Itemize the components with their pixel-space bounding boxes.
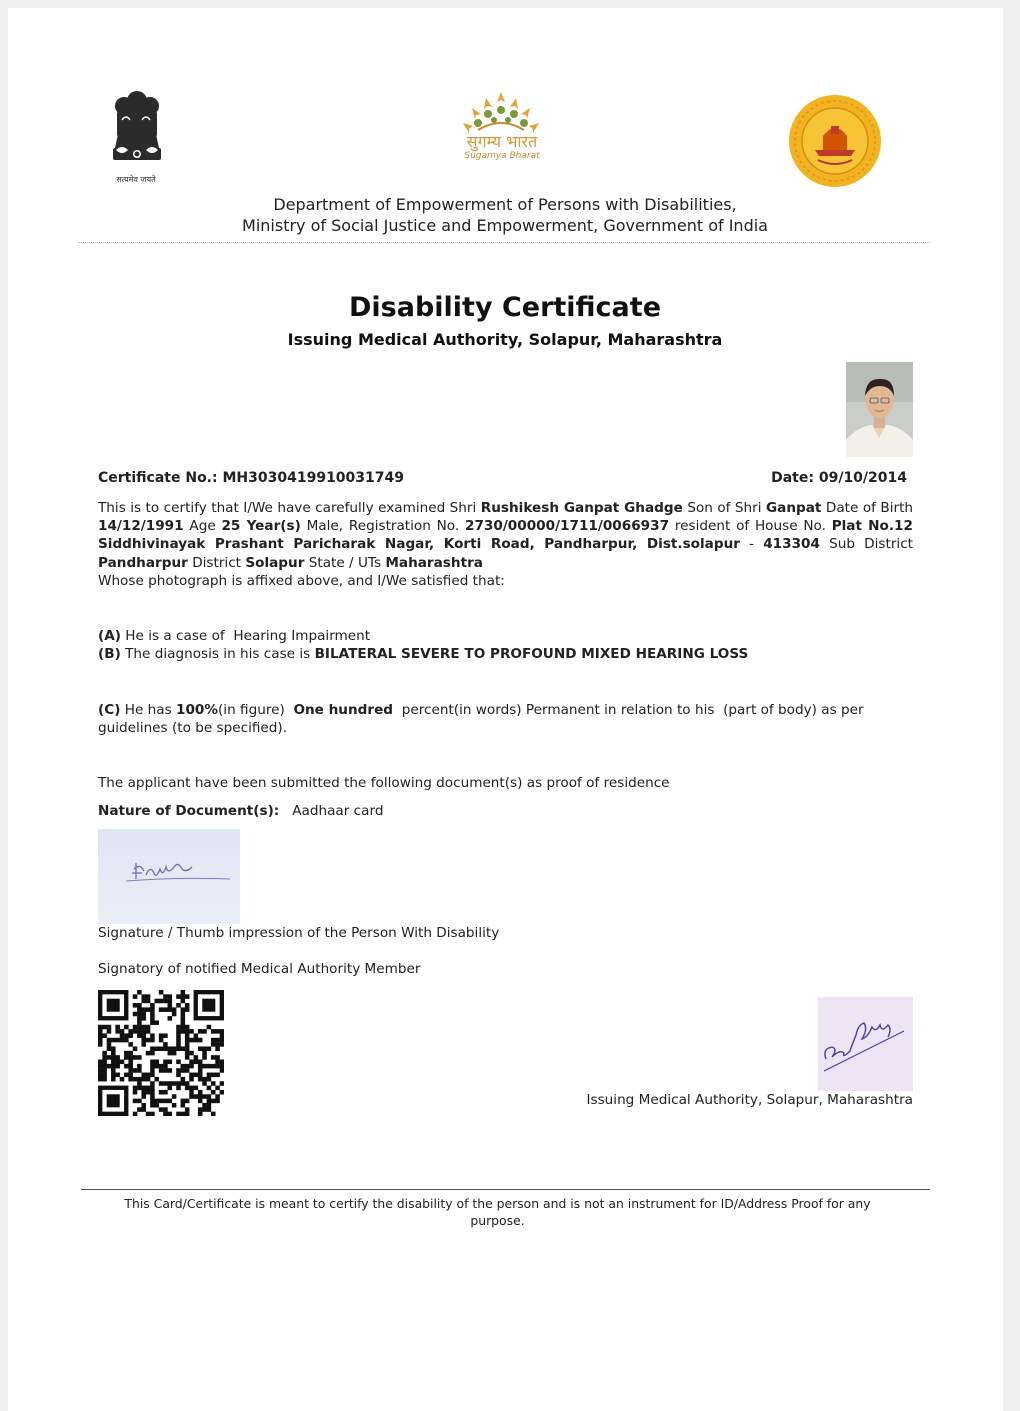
item-c-label: (C) — [98, 702, 121, 718]
father-name: Ganpat — [765, 500, 822, 516]
district: Solapur — [245, 554, 305, 571]
certificate-title: Disability Certificate — [348, 292, 662, 323]
nature-of-document-label: Nature of Document(s): — [98, 803, 280, 819]
pin-code: 413304 — [763, 536, 820, 553]
item-c-text: He has — [124, 702, 172, 718]
center-logo-text: सुगम्य भारत — [466, 132, 538, 151]
certificate-number-label: Certificate No.: — [98, 470, 218, 486]
center-logo-subtext: Sugamya Bharat — [464, 151, 540, 161]
item-b-label: (B) — [98, 646, 121, 662]
certificate-number — [98, 470, 404, 486]
certificate-subtitle: Issuing Medical Authority, Solapur, Maharashtra — [287, 330, 723, 349]
qr-code — [98, 990, 224, 1116]
disability-percent: 100% — [176, 702, 218, 718]
applicant-age: 25 Year(s) — [221, 518, 301, 535]
state: Maharashtra — [385, 554, 483, 571]
department-line-2: Ministry of Social Justice and Empowerment, Government of India — [242, 216, 768, 235]
item-b — [98, 645, 748, 663]
applicant-photo — [846, 362, 913, 457]
applicant-name: Rushikesh Ganpat Ghadge — [480, 500, 683, 516]
sub-district: Pandharpur — [98, 554, 188, 571]
certify-text: Date of Birth — [825, 500, 914, 516]
item-b-text: The diagnosis in his case is — [125, 646, 311, 662]
certify-text: District — [192, 554, 242, 571]
disability-type: Hearing Impairment — [233, 628, 371, 644]
footer-divider — [81, 1189, 930, 1190]
item-c-text: (in figure) — [218, 702, 285, 718]
certify-text: Age — [189, 518, 216, 535]
person-signature-image — [98, 829, 240, 924]
item-c-text: percent(in words) Permanent in relation to his — [401, 702, 715, 718]
item-c-text: (part of body) as per guidelines (to be specified). — [98, 702, 864, 737]
footer-disclaimer: This Card/Certificate is meant to certify the disability of the person and is not an instrument for ID/Address Proof for any purpose. — [124, 1196, 871, 1228]
registration-number: 2730/00000/1711/0066937 — [464, 518, 670, 535]
applicant-address: Plat No.12 Siddhivinayak Prashant Paricharak Nagar, Korti Road, Pandharpur, Dist.solapur — [98, 518, 913, 553]
item-a-text: He is a case of — [125, 628, 225, 644]
signatory-label: Signatory of notified Medical Authority Member — [98, 961, 421, 977]
residence-intro: The applicant have been submitted the following document(s) as proof of residence — [98, 775, 670, 791]
diagnosis: BILATERAL SEVERE TO PROFOUND MIXED HEARING LOSS — [314, 646, 749, 662]
certify-text: Son of Shri — [687, 500, 762, 516]
nature-of-document-value: Aadhaar card — [292, 803, 384, 819]
certify-text: State / UTs — [308, 554, 382, 571]
authority-signature-image — [818, 997, 913, 1091]
maharashtra-seal-icon — [788, 94, 882, 188]
person-signature-icon — [98, 829, 240, 924]
header-divider — [78, 242, 930, 243]
authority-signature-icon — [818, 997, 913, 1091]
certify-text: This is to certify that I/We have carefully examined Shri — [98, 500, 477, 516]
certificate-date-label: Date: — [771, 470, 814, 486]
item-a-label: (A) — [98, 628, 121, 644]
item-c — [98, 701, 888, 737]
certificate-number-value: MH3030419910031749 — [222, 470, 404, 486]
certify-text: Whose photograph is affixed above, and I/We satisfied that: — [98, 572, 505, 589]
department-heading — [0, 194, 1010, 236]
certify-text: resident of House No. — [674, 518, 826, 535]
certify-paragraph — [98, 499, 913, 590]
certify-text: Male, Registration No. — [306, 518, 460, 535]
item-a — [98, 627, 370, 645]
emblem-motto: सत्यमेव जयते — [116, 175, 156, 184]
nature-of-document — [98, 802, 383, 820]
person-signature-label: Signature / Thumb impression of the Person With Disability — [98, 925, 500, 941]
issuing-authority-label: Issuing Medical Authority, Solapur, Maharashtra — [586, 1092, 913, 1108]
certificate-date — [771, 470, 907, 486]
certificate-date-value: 09/10/2014 — [818, 470, 907, 486]
department-line-1: Department of Empowerment of Persons with Disabilities, — [273, 195, 737, 214]
disability-percent-words: One hundred — [293, 702, 394, 718]
date-of-birth: 14/12/1991 — [98, 518, 184, 535]
certify-text: Sub District — [829, 536, 914, 553]
certify-text: - — [749, 536, 755, 553]
